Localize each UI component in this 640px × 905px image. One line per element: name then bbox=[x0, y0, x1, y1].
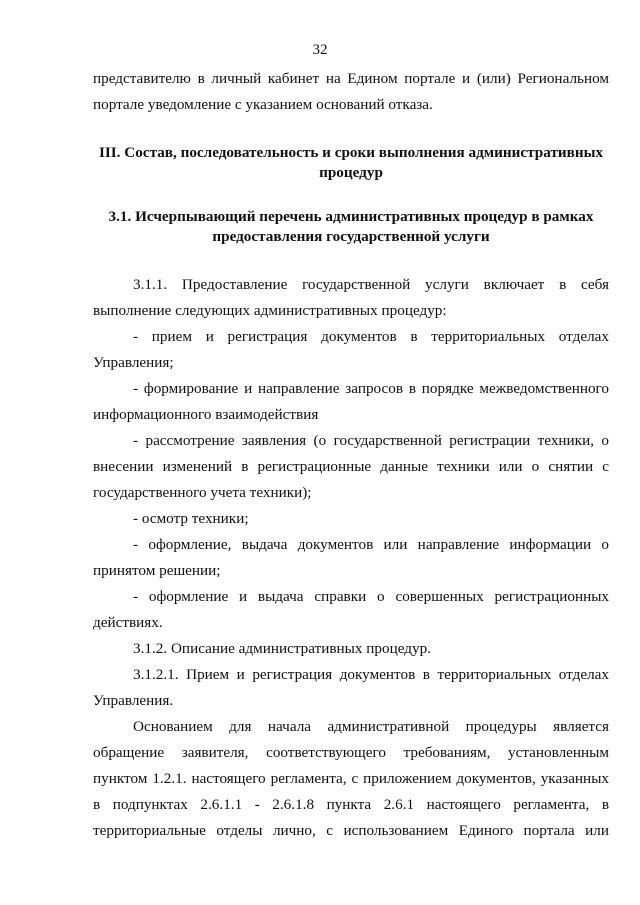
paragraph-3-1-2: 3.1.2. Описание административных процедур. bbox=[133, 640, 431, 657]
subsection-heading: 3.1. Исчерпывающий перечень административных процедур в рамках предоставления государственной услуги bbox=[108, 208, 594, 245]
list-item-reception: - прием и регистрация документов в территориальных отделах Управления; bbox=[93, 328, 609, 371]
document-body bbox=[93, 66, 609, 844]
section-heading: III. Состав, последовательность и сроки выполнения административных процедур bbox=[98, 144, 604, 181]
paragraph-3-1-1: 3.1.1. Предоставление государственной услуги включает в себя выполнение следующих административных процедур: bbox=[93, 276, 609, 319]
list-item-inspection: - осмотр техники; bbox=[133, 510, 249, 527]
list-item-review: - рассмотрение заявления (о государственной регистрации техники, о внесении изменений в регистрационные данные техники или о снятии с государственного учета техники); bbox=[93, 432, 609, 501]
page-number: 32 bbox=[312, 42, 328, 58]
paragraph-refusal-notice: представителю в личный кабинет на Едином портале и (или) Региональном портале уведомление с указанием оснований отказа. bbox=[93, 70, 609, 113]
paragraph-3-1-2-1: 3.1.2.1. Прием и регистрация документов в территориальных отделах Управления. bbox=[93, 666, 609, 709]
list-item-certificate: - оформление и выдача справки о совершенных регистрационных действиях. bbox=[93, 588, 609, 631]
paragraph-basis: Основанием для начала административной процедуры является обращение заявителя, соответствующего требованиям, установленным пунктом 1.2.1. настоящего регламента, с приложением документов, указанных в подпунктах 2.6.1.1 - 2.6.1.8 пункта 2.6.1 настоящего регламента, в территориальные отделы лично, с использованием Единого портала или bbox=[93, 718, 609, 839]
list-item-requests: - формирование и направление запросов в порядке межведомственного информационного взаимодействия bbox=[93, 380, 609, 423]
list-item-decision: - оформление, выдача документов или направление информации о принятом решении; bbox=[93, 536, 609, 579]
